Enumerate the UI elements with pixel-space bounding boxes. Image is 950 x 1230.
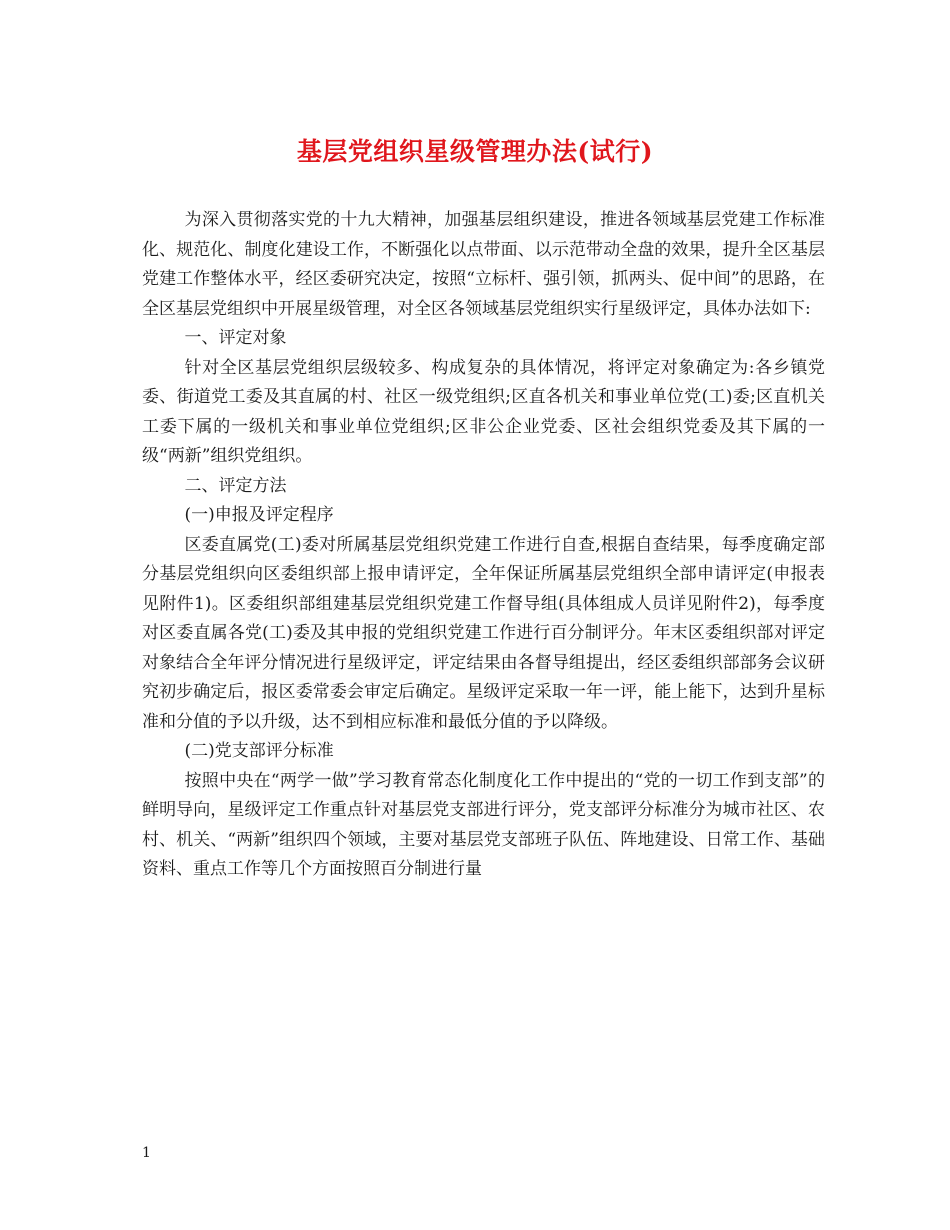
branch-scoring-paragraph: 按照中央在“两学一做”学习教育常态化制度化工作中提出的“党的一切工作到支部”的鲜明导向，星级评定工作重点针对基层党支部进行评分，党支部评分标准分为城市社区、农村、机关、“两新”组织四个领域，主要对基层党支部班子队伍、阵地建设、日常工作、基础资料、重点工作等几个方面按照百分制进行量	[142, 770, 825, 879]
document-body	[142, 206, 825, 885]
subsection-heading-application-procedure: (一)申报及评定程序	[184, 505, 334, 525]
subsection-heading-branch-scoring: (二)党支部评分标准	[184, 741, 334, 761]
page-number: 1	[142, 1145, 151, 1161]
application-procedure-paragraph: 区委直属党(工)委对所属基层党组织党建工作进行自查,根据自查结果，每季度确定部分基层党组织向区委组织部上报申请评定，全年保证所属基层党组织全部申请评定(申报表见附件1)。区委组织部组建基层党组织党建工作督导组(具体组成人员详见附件2)，每季度对区委直属各党(工)委及其申报的党组织党建工作进行百分制评分。年末区委组织部对评定对象结合全年评分情况进行星级评定，评定结果由各督导组提出，经区委组织部部务会议研究初步确定后，报区委常委会审定后确定。星级评定采取一年一评，能上能下，达到升星标准和分值的予以升级，达不到相应标准和最低分值的予以降级。	[142, 534, 825, 732]
document-title: 基层党组织星级管理办法(试行)	[296, 137, 654, 166]
section-heading-evaluation-method: 二、评定方法	[184, 475, 287, 496]
section-heading-evaluation-target: 一、评定对象	[184, 328, 287, 348]
evaluation-target-paragraph: 针对全区基层党组织层级较多、构成复杂的具体情况，将评定对象确定为:各乡镇党委、街道党工委及其直属的村、社区一级党组织;区直各机关和事业单位党(工)委;区直机关工委下属的一级机关和事业单位党组织;区非公企业党委、区社会组织党委及其下属的一级“两新”组织党组织。	[142, 357, 825, 466]
intro-paragraph: 为深入贯彻落实党的十九大精神，加强基层组织建设，推进各领域基层党建工作标准化、规范化、制度化建设工作，不断强化以点带面、以示范带动全盘的效果，提升全区基层党建工作整体水平，经区委研究决定，按照“立标杆、强引领，抓两头、促中间”的思路，在全区基层党组织中开展星级管理，对全区各领域基层党组织实行星级评定，具体办法如下:	[142, 210, 825, 319]
